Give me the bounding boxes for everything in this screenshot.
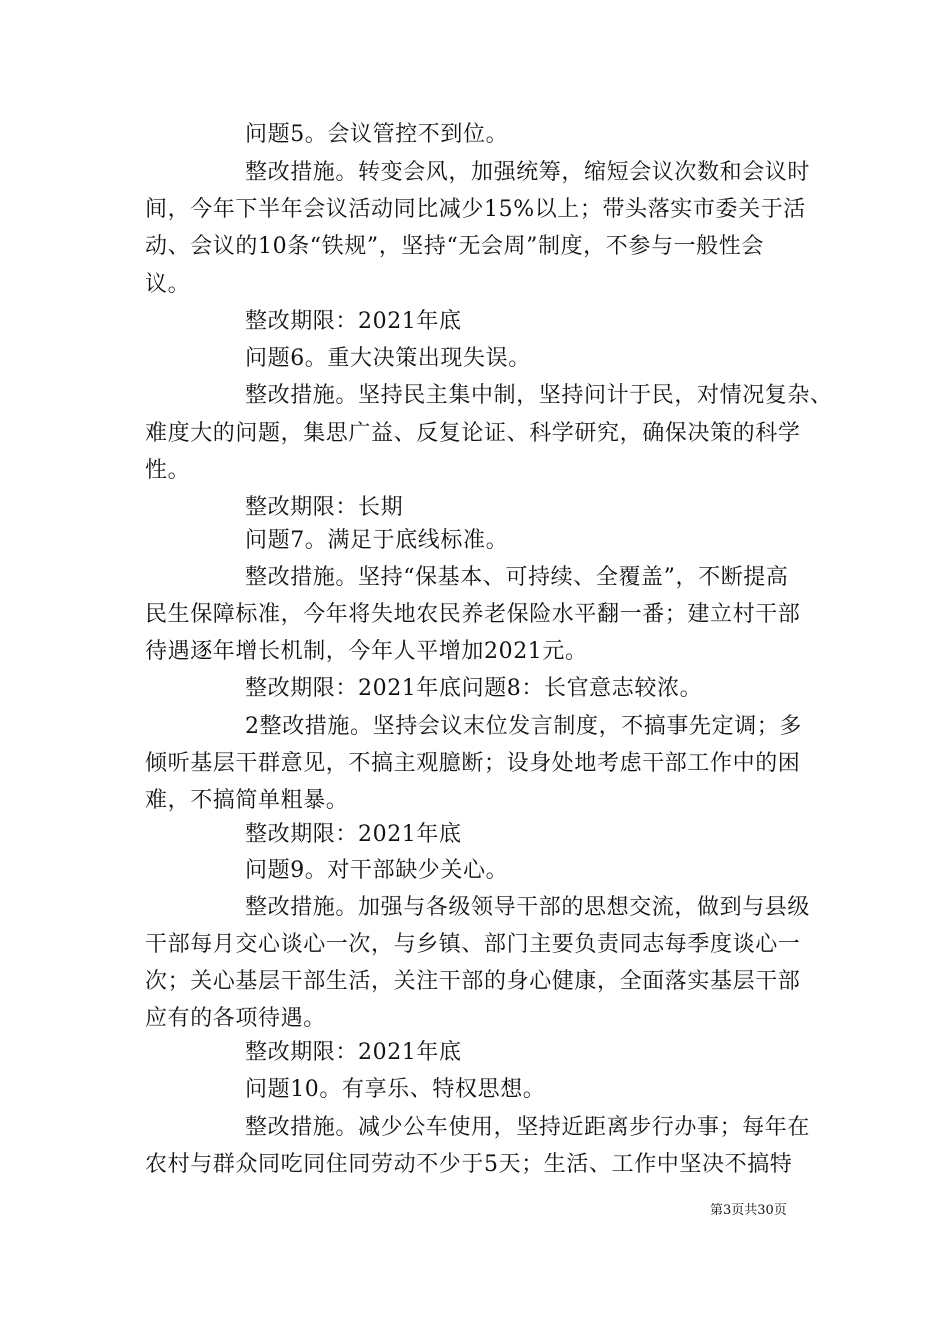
text-line: 农村与群众同吃同住同劳动不少于5天；生活、工作中坚决不搞特 [145, 1152, 793, 1177]
text-line: 待遇逐年增长机制，今年人平增加2021元。 [145, 639, 588, 664]
text-line: 问题7。满足于底线标准。 [245, 528, 509, 553]
text-line: 问题10。有享乐、特权思想。 [245, 1077, 546, 1102]
text-line: 难度大的问题，集思广益、反复论证、科学研究，确保决策的科学 [145, 421, 801, 446]
text-line: 倾听基层干群意见，不搞主观臆断；设身处地考虑干部工作中的困 [145, 751, 801, 776]
text-line: 整改措施。转变会风，加强统筹，缩短会议次数和会议时 [245, 160, 811, 185]
text-line: 问题9。对干部缺少关心。 [245, 858, 509, 883]
text-line: 整改期限：长期 [245, 495, 404, 520]
text-line: 议。 [145, 272, 191, 297]
text-line: 整改期限：2021年底 [245, 822, 462, 847]
text-line: 2整改措施。坚持会议末位发言制度，不搞事先定调；多 [245, 714, 802, 739]
text-line: 整改期限：2021年底问题8：长官意志较浓。 [245, 676, 703, 701]
text-line: 整改措施。坚持民主集中制，坚持问计于民，对情况复杂、 [245, 383, 833, 408]
text-line: 民生保障标准，今年将失地农民养老保险水平翻一番；建立村干部 [145, 602, 801, 627]
text-line: 干部每月交心谈心一次，与乡镇、部门主要负责同志每季度谈心一 [145, 932, 801, 957]
text-line: 整改期限：2021年底 [245, 309, 462, 334]
text-line: 动、会议的10条“铁规”，坚持“无会周”制度，不参与一般性会 [145, 234, 764, 259]
text-line: 整改措施。减少公车使用，坚持近距离步行办事；每年在 [245, 1115, 811, 1140]
text-line: 应有的各项待遇。 [145, 1006, 326, 1031]
text-line: 整改期限：2021年底 [245, 1040, 462, 1065]
text-line: 间，今年下半年会议活动同比减少15%以上；带头落实市委关于活 [145, 197, 806, 222]
text-line: 次；关心基层干部生活，关注干部的身心健康，全面落实基层干部 [145, 969, 801, 994]
text-line: 整改措施。加强与各级领导干部的思想交流，做到与县级 [245, 895, 811, 920]
text-line: 问题5。会议管控不到位。 [245, 122, 509, 147]
text-line: 问题6。重大决策出现失误。 [245, 346, 531, 371]
text-line: 性。 [145, 458, 191, 483]
text-line: 整改措施。坚持“保基本、可持续、全覆盖”，不断提高 [245, 565, 789, 590]
text-line: 难，不搞简单粗暴。 [145, 788, 349, 813]
page-number-footer: 第3页共30页 [710, 1203, 787, 1218]
